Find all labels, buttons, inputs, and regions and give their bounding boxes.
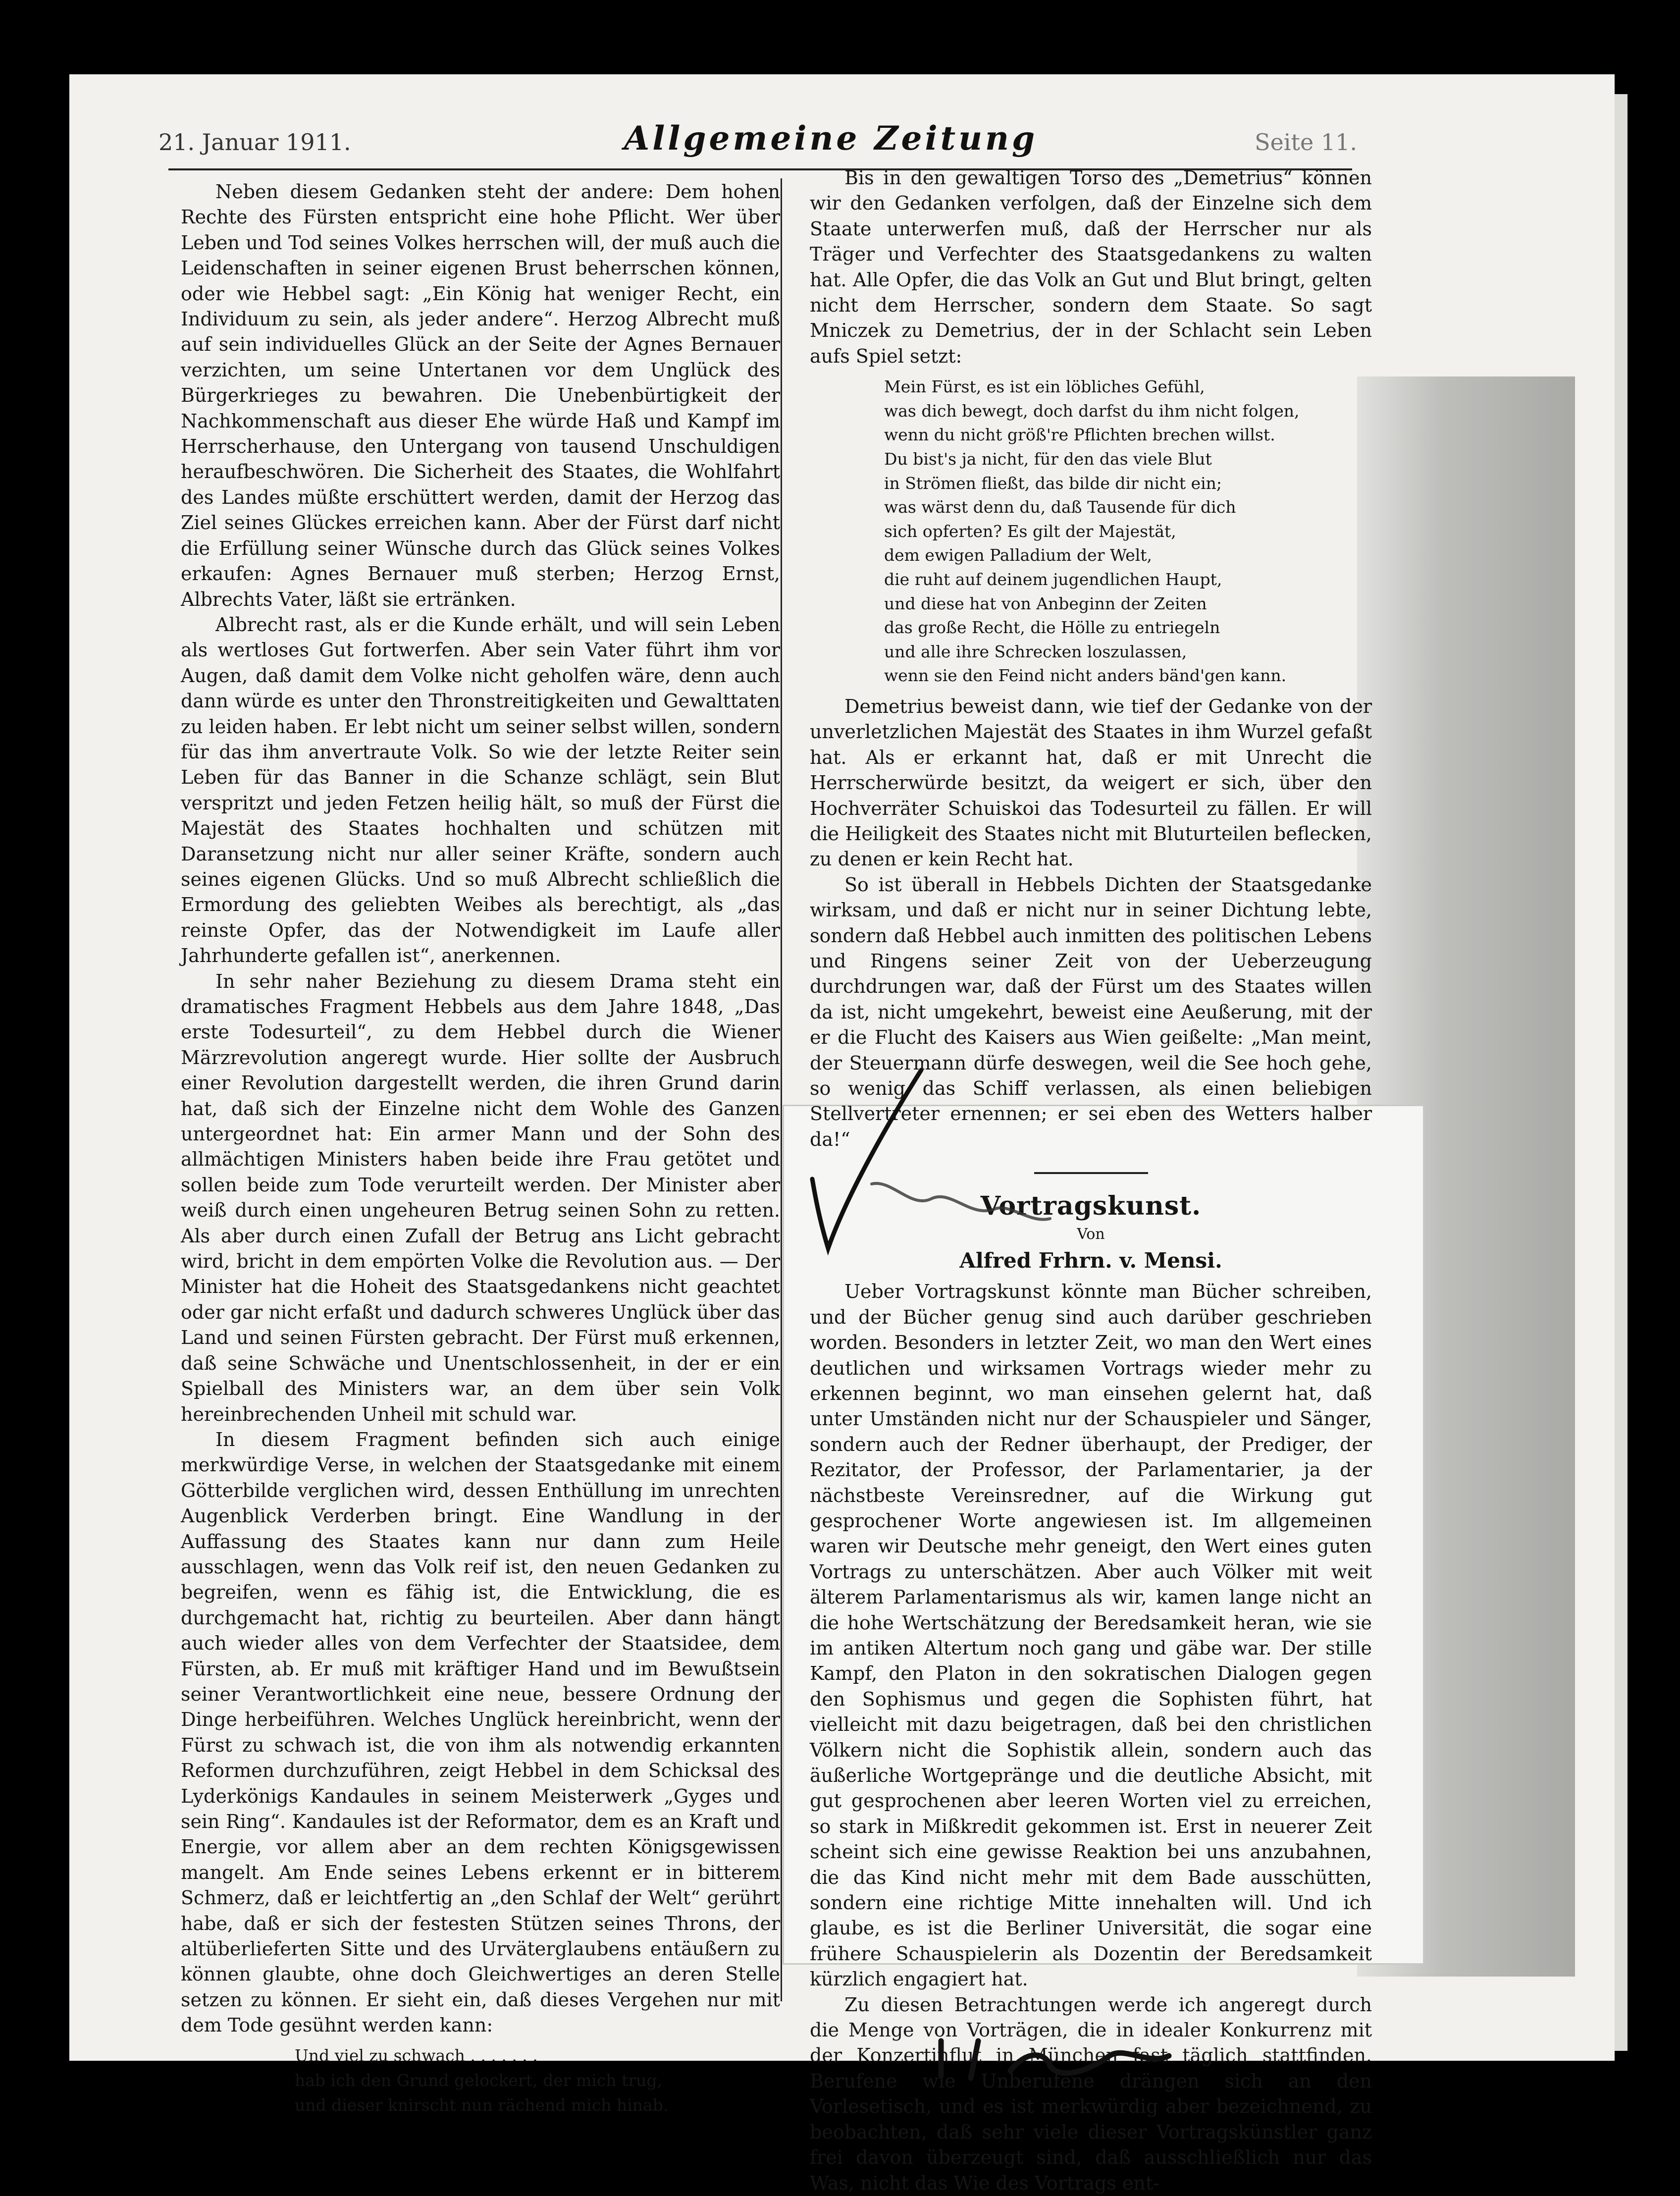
verse-line: und alle ihre Schrecken loszulassen, [884,642,1187,661]
article-byline-von: Von [1077,1226,1105,1243]
article-paragraph: Zu diesen Betrachtungen werde ich angeregt durch die Menge von Vorträgen, die in idealer Konkurrenz mit der Konzertinflut in München fast täglich stattfinden. Berufene wie Unberufene drängen sich an den Vorlesetisch, und es ist merkwürdig aber bezeichnend, zu beobachten, daß sehr viele dieser Vortragskünstler ganz frei davon überzeugt sind, daß ausschließlich nur das Was, nicht das Wie des Vortrags ent- [810,1993,1372,2194]
verse-line: dem ewigen Palladium der Welt, [884,545,1153,565]
left-paragraph: In diesem Fragment befinden sich auch einige merkwürdige Verse, in welchen der Staatsgedanke mit einem Götterbilde verglichen wird, dessen Enthüllung im unrechten Augenblick Verderben bringt. Eine Wandlung in der Auffassung des Staates kann nur dann zum Heile ausschlagen, wenn das Volk reif ist, den neuen Gedanken zu begreifen, wenn es fähig ist, die Entwicklung, die es durchgemacht hat, richtig zu beurteilen. Aber dann hängt auch wieder alles von dem Verfechter der Staatsidee, dem Fürsten, ab. Er muß mit kräftiger Hand und im Bewußtsein seiner Verantwortlichkeit eine neue, bessere Ordnung der Dinge herbeiführen. Welches Unglück hereinbricht, wenn der Fürst zu schwach ist, die von ihm als notwendig erkannten Reformen durchzuführen, zeigt Hebbel in dem Schicksal des Lyderkönigs Kandaules in seinem Meisterwerk „Gyges und sein Ring“. Kandaules ist der Reformator, dem es an Kraft und Energie, vor allem aber an dem rechten Königsgewissen mangelt. Am Ende seines Lebens erkennt er in bitterem Schmerz, daß er leichtfertig an „den Schlaf der Welt“ gerührt habe, daß er sich der festesten Stützen seines Throns, der altüberlieferten Sitte und des Urväterglaubens entäußern zu können glaubte, ohne doch Gleichwertiges an deren Stelle setzen zu können. Er sieht ein, daß dieses Vergehen nur mit dem Tode gesühnt werden kann: [181,1428,780,2036]
verse-line: sich opferten? Es gilt der Majestät, [884,521,1176,541]
right-intro: Bis in den gewaltigen Torso des „Demetrius“ können wir den Gedanken verfolgen, daß der Einzelne sich dem Staate unterwerfen muß, daß der Herrscher nur als Träger und Verfechter des Staatsgedankens zu walten hat. Alle Opfer, die das Volk an Gut und Blut bringt, gelten nicht dem Herrscher, sondern dem Staate. So sagt Mniczek zu Demetrius, der in der Schlacht sein Leben aufs Spiel setzt: [810,167,1372,367]
header-date: 21. Januar 1911. [158,129,351,156]
verse-line: die ruht auf deinem jugendlichen Haupt, [884,570,1222,589]
verse-line: wenn du nicht größ're Pflichten brechen willst. [884,425,1275,445]
right-paragraph: So ist überall in Hebbels Dichten der Staatsgedanke wirksam, und daß er nicht nur in seiner Dichtung lebte, sondern daß Hebbel auch inmitten des politischen Lebens und Ringens seiner Zeit von der Ueberzeugung durchdrungen war, daß der Fürst um des Staates willen da ist, nicht umgekehrt, beweist eine Aeußerung, mit der er die Flucht des Kaisers aus Wien geißelte: „Man meint, der Steuermann dürfe deswegen, weil die See hoch gehe, so wenig das Schiff verlassen, als einen beliebigen Stellvertreter ernennen; er sei eben des Wetters halber da!“ [810,873,1372,1150]
article-title: Vortragskunst. [980,1191,1202,1222]
left-paragraph: In sehr naher Beziehung zu diesem Drama steht ein dramatisches Fragment Hebbels aus dem Jahre 1848, „Das erste Todesurteil“, zu dem Hebbel durch die Wiener Märzrevolution angeregt wurde. Hier sollte der Ausbruch einer Revolution dargestellt werden, die ihren Grund darin hat, daß sich der Einzelne nicht dem Wohle des Ganzen untergeordnet hat: Ein armer Mann und der Sohn des allmächtigen Ministers haben beide ihre Frau getötet und sollen beide zum Tode verurteilt werden. Der Minister aber weiß durch einen ungeheuren Betrug seinen Sohn zu retten. Als aber durch einen Zufall der Betrug ans Licht gebracht wird, bricht in dem empörten Volke die Revolution aus. — Der Minister hat die Hoheit des Staatsgedankens nicht geachtet oder gar nicht erfaßt und dadurch schweres Unglück über das Land und seinen Fürsten gebracht. Der Fürst muß erkennen, daß seine Schwäche und Unentschlossenheit, in der er ein Spielball des Ministers war, an dem über sein Volk hereinbrechenden Unheil mit schuld war. [181,970,780,1425]
verse-line: was wärst denn du, daß Tausende für dich [884,497,1236,517]
verse-line: hab ich den Grund gelockert, der mich trug, [295,2070,662,2090]
left-paragraph: Neben diesem Gedanken steht der andere: Dem hohen Rechte des Fürsten entspricht eine hohe Pflicht. Wer über Leben und Tod seines Volkes herrschen will, der muß auch die Leidenschaften in seiner eigenen Brust beherrschen können, oder wie Hebbel sagt: „Ein König hat weniger Recht, ein Individuum zu sein, als jeder andere“. Herzog Albrecht muß auf sein individuelles Glück an der Seite der Agnes Bernauer verzichten, um seine Untertanen vor dem Unglück des Bürgerkrieges zu bewahren. Die Unebenbürtigkeit der Nachkommenschaft aus dieser Ehe würde Haß und Kampf im Herrscherhause, den Untergang von tausend Unschuldigen heraufbeschwören. Die Sicherheit des Staates, die Wohlfahrt des Landes müßte erschüttert werden, damit der Herzog das Ziel seines Glückes erreichen kann. Aber der Fürst darf nicht die Erfüllung seiner Wünsche durch das Glück seines Volkes erkaufen: Agnes Bernauer muß sterben; Herzog Ernst, Albrechts Vater, läßt sie ertränken. [181,181,780,610]
verse-line: wenn sie den Feind nicht anders bänd'gen kann. [884,666,1287,686]
masthead: Allgemeine Zeitung [624,119,1038,158]
left-paragraph: Albrecht rast, als er die Kunde erhält, und will sein Leben als wertloses Gut fortwerfen. Aber sein Vater führt ihm vor Augen, daß damit dem Volke nicht geholfen wäre, denn auch dann würde es unter den Thronstreitigkeiten und Gewalttaten zu leiden haben. Er lebt nicht um seiner selbst willen, sondern für das ihm anvertraute Volk. So wie der letzte Reiter sein Leben für das Banner in die Schanze schlägt, sein Blut verspritzt und jeden Fetzen heilig hält, so muß der Fürst die Majestät des Staates hochhalten und schützen mit Daransetzung nicht nur aller seiner Kräfte, sondern auch seines eigenen Glücks. Und so muß Albrecht schließlich die Ermordung des geliebten Weibes als berechtigt, als „das reinste Opfer, das der Notwendigkeit im Laufe aller Jahrhunderte gefallen ist“, anerkennen. [181,613,780,967]
verse-line: in Strömen fließt, das bilde dir nicht ein; [884,473,1222,493]
verse-line: Du bist's ja nicht, für den das viele Blut [884,449,1212,469]
verse-line: Und viel zu schwach . . . . . . . [295,2045,538,2065]
article-author: Alfred Frhrn. v. Mensi. [959,1248,1222,1273]
pen-stroke-check [812,1070,921,1248]
pen-stroke-bottom [941,2041,1169,2078]
verse-line: Mein Fürst, es ist ein löbliches Gefühl, [884,377,1205,397]
article-paragraph: Ueber Vortragskunst könnte man Bücher schreiben, und der Bücher genug sind auch darüber geschrieben worden. Besonders in letzter Zeit, wo man den Wert eines deutlichen und wirksamen Vortrags wieder mehr zu erkennen beginnt, wo man einsehen gelernt hat, daß unter Umständen nicht nur der Schauspieler und Sänger, sondern auch der Redner überhaupt, der Prediger, der Rezitator, der Professor, der Parlamentarier, ja der nächstbeste Vereinsredner, auf die Wirkung gut gesprochener Worte angewiesen ist. Im allgemeinen waren wir Deutsche mehr geneigt, den Wert eines guten Vortrags zu unterschätzen. Aber auch Völker mit weit älterem Parlamentarismus als wir, kamen lange nicht an die hohe Wertschätzung der Beredsamkeit heran, wie sie im antiken Altertum noch gang und gäbe war. Der stille Kampf, den Platon in den sokratischen Dialogen gegen den Sophismus und gegen die Sophisten führt, hat vielleicht mit dazu beigetragen, daß bei den christlichen Völkern nicht die Sophistik allein, sondern auch das äußerliche Wortgepränge und die deutliche Absicht, mit gut gesprochenen aber leeren Worten viel zu erreichen, so stark in Mißkredit gekommen ist. Erst in neuerer Zeit scheint sich eine gewisse Reaktion bei uns anzubahnen, die das Kind nicht mehr mit dem Bade ausschütten, sondern eine richtige Mitte innehalten will. Und ich glaube, es ist die Berliner Universität, die sogar eine frühere Schauspielerin als Dozentin der Beredsamkeit kürzlich engagiert hat. [810,1281,1372,1990]
verse-line: und dieser knirscht nun rächend mich hinab. [295,2095,669,2115]
verse-line: das große Recht, die Hölle zu entriegeln [884,618,1220,638]
verse-line: was dich bewegt, doch darfst du ihm nicht folgen, [884,401,1300,421]
right-paragraph: Demetrius beweist dann, wie tief der Gedanke von der unverletzlichen Majestät des Staates in ihm Wurzel gefaßt hat. Als er erkannt hat, daß er mit Unrecht die Herrscherwürde besitzt, da weigert er sich, über den Hochverräter Schuiskoi das Todesurteil zu fällen. Er will die Heiligkeit des Staates nicht mit Bluturteilen beflecken, zu denen er kein Recht hat. [810,695,1372,870]
verse-line: und diese hat von Anbeginn der Zeiten [884,593,1207,613]
pen-stroke-name [872,1183,1050,1220]
page-number: Seite 11. [1255,129,1357,156]
